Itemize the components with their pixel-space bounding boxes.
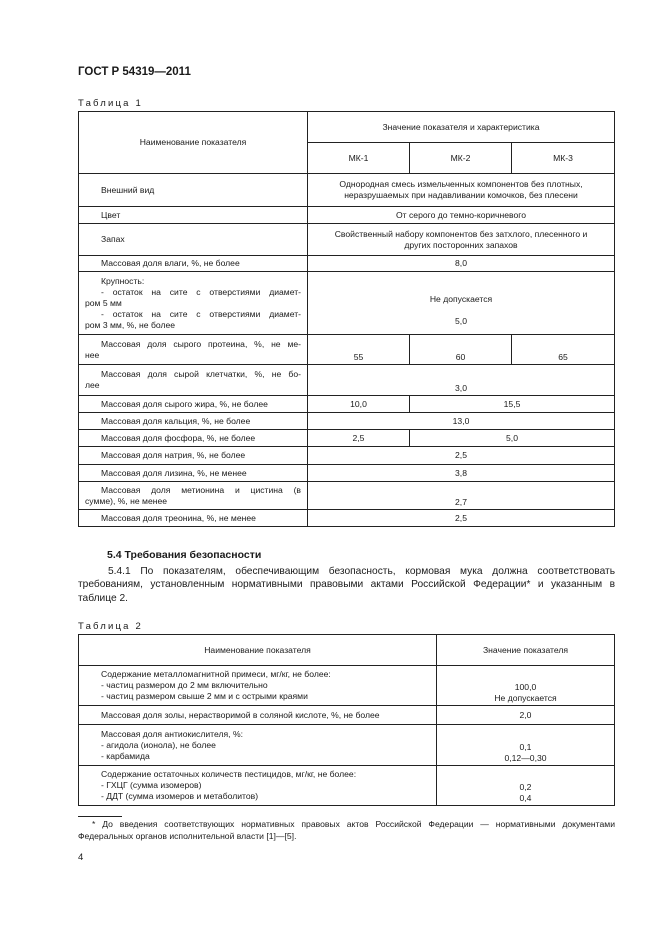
t1-methionine-value: 2,7	[308, 482, 615, 510]
footnote-text: * До введения соответствующих нормативных правовых актов Российской Федерации — нормативными документами Федеральных органов исполнительной власти [1]—[5].	[78, 819, 615, 841]
t2-metal-value-line: Не допускается	[494, 693, 557, 703]
t1-moisture-name: Массовая доля влаги, %, не более	[79, 256, 308, 272]
t1-header-mk2: МК-2	[410, 143, 512, 174]
table-row	[79, 335, 615, 365]
t1-smell-value-line: других посторонних запахов	[404, 239, 518, 250]
t1-protein-name-line: Массовая доля сырого протеина, %, не ме-	[101, 338, 301, 349]
t1-appearance-value-line: неразрушаемых при надавливании комочков, без плесени	[344, 190, 578, 200]
t2-antioxidant-name	[79, 725, 437, 766]
table-row	[79, 725, 615, 766]
table-row	[79, 365, 615, 396]
t1-lysine-value: 3,8	[308, 465, 615, 482]
t1-protein-mk1: 55	[308, 335, 410, 365]
t2-pesticides-name-line: Содержание остаточных количеств пестицидов, мг/кг, не более:	[101, 769, 357, 779]
t2-ash-value: 2,0	[437, 706, 615, 725]
t1-phosphorus-mk1: 2,5	[308, 430, 410, 447]
t1-size-name-line: - остаток на сите с отверстиями диамет-	[101, 286, 301, 297]
t2-metal-value-line: 100,0	[514, 682, 537, 692]
table1-caption: Таблица 1	[78, 98, 143, 109]
table-1	[78, 111, 615, 527]
t2-antioxidant-value-line: 0,1	[519, 742, 532, 752]
t1-protein-name	[79, 335, 308, 365]
t1-threonine-value: 2,5	[308, 510, 615, 527]
table-row	[79, 413, 615, 430]
table-2	[78, 634, 615, 806]
t1-color-value: От серого до темно-коричневого	[308, 207, 615, 224]
t1-fat-mk23: 15,5	[410, 396, 615, 413]
t1-smell-value	[308, 224, 615, 256]
table-row	[79, 207, 615, 224]
t2-antioxidant-value-line: 0,12—0,30	[504, 753, 547, 763]
t2-metal-name	[79, 666, 437, 706]
t1-methionine-name	[79, 482, 308, 510]
t1-header-mk3: МК-3	[512, 143, 615, 174]
t2-antioxidant-name-line: - агидола (ионола), не более	[101, 739, 216, 750]
table-row	[79, 256, 615, 272]
t1-moisture-value: 8,0	[308, 256, 615, 272]
t2-metal-name-line: - частиц размером свыше 2 мм и с острыми краями	[101, 691, 308, 701]
table-row	[79, 396, 615, 413]
t2-pesticides-name	[79, 766, 437, 806]
t1-size-name-line: - остаток на сите с отверстиями диамет-	[101, 308, 301, 319]
t2-antioxidant-value	[437, 725, 615, 766]
table-row	[79, 706, 615, 725]
t2-metal-name-line: - частиц размером до 2 мм включительно	[101, 680, 268, 690]
t1-protein-mk3: 65	[512, 335, 615, 365]
t1-header-name: Наименование показателя	[79, 112, 308, 174]
t1-lysine-name: Массовая доля лизина, %, не менее	[79, 465, 308, 482]
t1-size-value-1: Не допускается	[429, 294, 493, 304]
page-number: 4	[78, 852, 84, 863]
t1-size-value	[308, 272, 615, 335]
t1-fiber-name-line: Массовая доля сырой клетчатки, %, не бо-	[101, 369, 301, 379]
t1-size-name-line: ром 5 мм	[85, 297, 122, 308]
t1-header-value: Значение показателя и характеристика	[308, 112, 615, 143]
t1-smell-value-line: Свойственный набору компонентов без затхлого, плесенного и	[334, 228, 588, 239]
section-heading: 5.4 Требования безопасности	[107, 549, 262, 561]
t1-fiber-value: 3,0	[308, 365, 615, 396]
t1-methionine-name-line: сумме), %, не менее	[85, 495, 168, 506]
t2-pesticides-value-line: 0,2	[519, 782, 532, 792]
t1-smell-name: Запах	[79, 224, 308, 256]
t1-fat-name: Массовая доля сырого жира, %, не более	[79, 396, 308, 413]
t1-appearance-value	[308, 174, 615, 207]
table-row	[79, 430, 615, 447]
t2-metal-value	[437, 666, 615, 706]
t2-pesticides-name-line: - ГХЦГ (сумма изомеров)	[101, 780, 202, 790]
t1-size-name	[79, 272, 308, 335]
table-row	[79, 666, 615, 706]
table-row	[79, 482, 615, 510]
t2-pesticides-value-line: 0,4	[519, 793, 532, 803]
t1-phosphorus-mk23: 5,0	[410, 430, 615, 447]
table-row	[79, 272, 615, 335]
t1-calcium-name: Массовая доля кальция, %, не более	[79, 413, 308, 430]
t2-header-name: Наименование показателя	[79, 635, 437, 666]
t1-color-name: Цвет	[79, 207, 308, 224]
t1-appearance-name: Внешний вид	[79, 174, 308, 207]
table-row	[79, 447, 615, 465]
t1-appearance-value-line: Однородная смесь измельченных компонентов без плотных,	[339, 179, 583, 189]
t1-threonine-name: Массовая доля треонина, %, не менее	[79, 510, 308, 527]
t1-protein-name-line: нее	[85, 349, 100, 360]
t2-pesticides-name-line: - ДДТ (сумма изомеров и метаболитов)	[101, 791, 259, 801]
t1-fat-mk1: 10,0	[308, 396, 410, 413]
t2-ash-name: Массовая доля золы, нерастворимой в соляной кислоте, %, не более	[79, 706, 437, 725]
table-row	[79, 766, 615, 806]
t2-antioxidant-name-line: - карбамида	[101, 750, 150, 761]
footnote-divider	[78, 816, 122, 817]
table2-caption: Таблица 2	[78, 621, 143, 632]
t1-protein-mk2: 60	[410, 335, 512, 365]
t1-methionine-name-line: Массовая доля метионина и цистина (в	[101, 484, 301, 495]
t1-header-mk1: МК-1	[308, 143, 410, 174]
table-row	[79, 174, 615, 207]
t1-sodium-name: Массовая доля натрия, %, не более	[79, 447, 308, 465]
t1-size-name-line: Крупность:	[101, 275, 145, 286]
t2-header-value: Значение показателя	[437, 635, 615, 666]
t1-size-value-2: 5,0	[455, 316, 467, 326]
table-row	[79, 224, 615, 256]
section-paragraph	[78, 565, 615, 605]
t2-pesticides-value	[437, 766, 615, 806]
t1-fiber-name-line: лее	[85, 380, 100, 390]
t2-metal-name-line: Содержание металломагнитной примеси, мг/кг, не более:	[101, 669, 331, 679]
t1-fiber-name	[79, 365, 308, 396]
t1-phosphorus-name: Массовая доля фосфора, %, не более	[79, 430, 308, 447]
t1-sodium-value: 2,5	[308, 447, 615, 465]
footnote	[78, 818, 615, 842]
section-paragraph-text: 5.4.1 По показателям, обеспечивающим безопасность, кормовая мука должна соответствовать требованиям, установленным нормативными правовыми актами Российской Федерации* и указанным в таблице 2.	[78, 566, 615, 604]
document-header: ГОСТ Р 54319—2011	[78, 66, 191, 78]
t1-size-name-line: ром 3 мм, %, не более	[85, 319, 176, 330]
t2-antioxidant-name-line: Массовая доля антиокислителя, %:	[101, 728, 243, 739]
t1-calcium-value: 13,0	[308, 413, 615, 430]
table-row	[79, 465, 615, 482]
table-row	[79, 510, 615, 527]
